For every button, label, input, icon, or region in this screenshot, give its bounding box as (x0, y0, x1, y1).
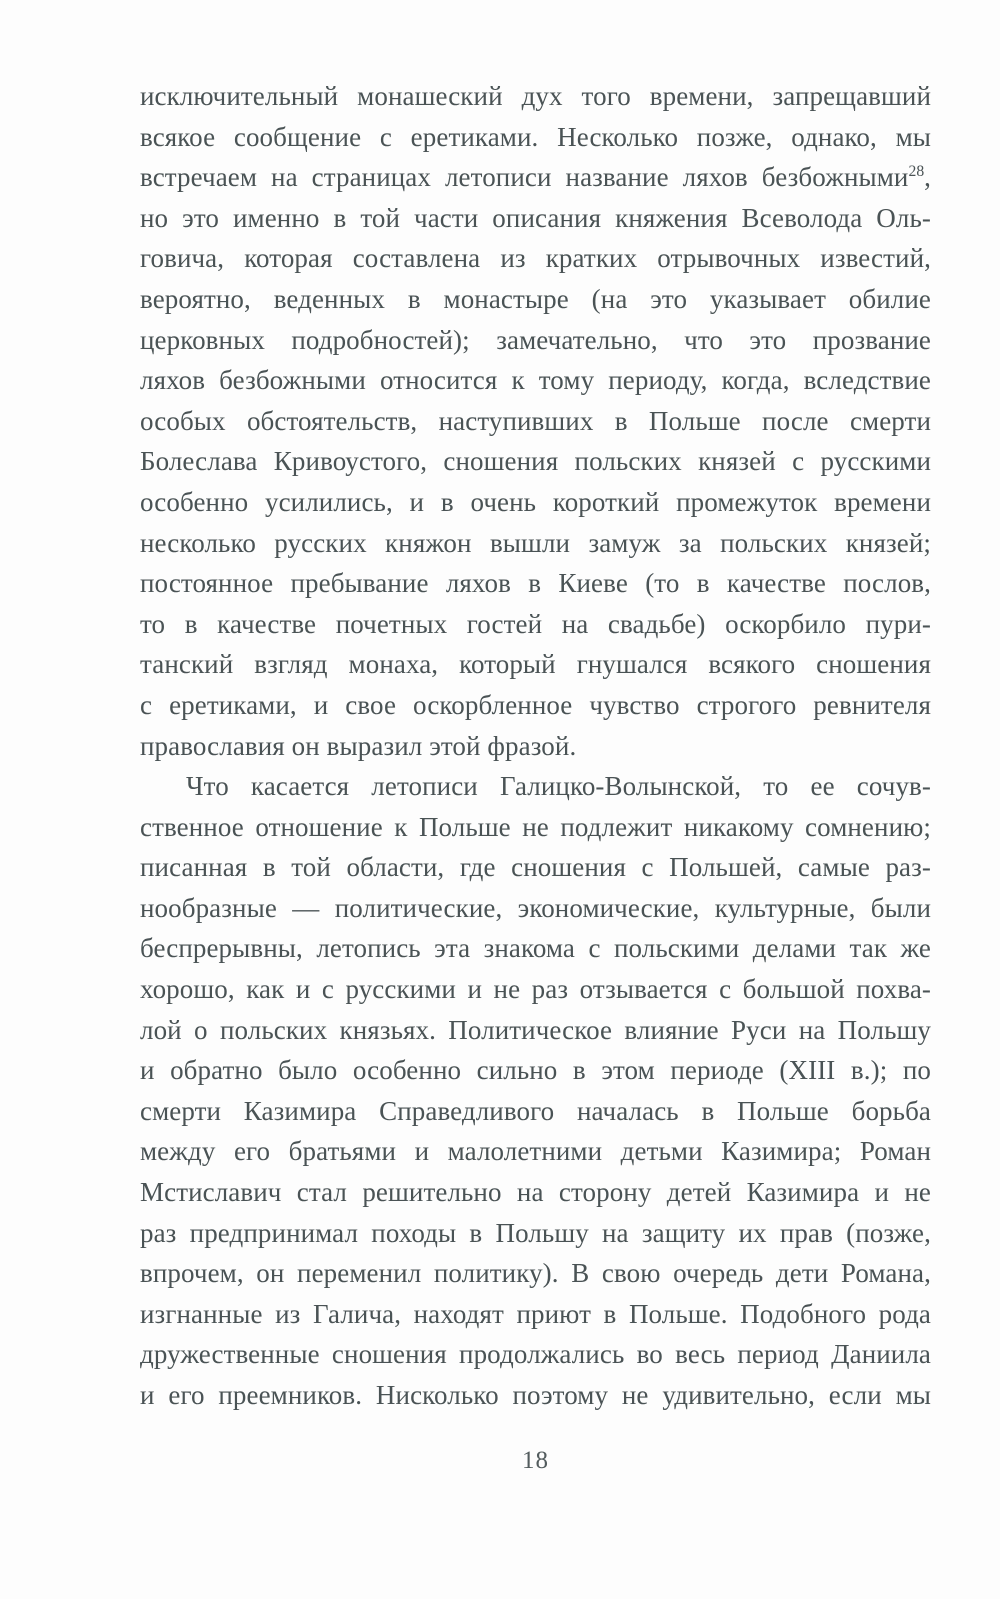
text-line: беспрерывны, летопись эта знакома с польскими делами так же (140, 933, 931, 964)
text-line: особенно усилились, и в очень короткий промежуток времени (140, 486, 931, 517)
text-line: вероятно, веденных в монастыре (на это указывает обилие (140, 283, 931, 314)
text-line: постоянное пребывание ляхов в Киеве (то в качестве послов, (140, 568, 931, 599)
text-line: говича, которая составлена из кратких отрывочных известий, (140, 243, 931, 274)
text-line: смерти Казимира Справедливого началась в Польше борьба (140, 1095, 931, 1126)
text-line: ственное отношение к Польше не подлежит никакому сомнению; (140, 811, 931, 842)
text-line: впрочем, он переменил политику). В свою очередь дети Романа, (140, 1258, 931, 1289)
text-line: несколько русских княжон вышли замуж за польских князей; (140, 527, 931, 558)
text-line: особых обстоятельств, наступивших в Польше после смерти (140, 405, 931, 436)
text-line (140, 157, 931, 198)
text-line: то в качестве почетных гостей на свадьбе) оскорбило пури- (140, 608, 931, 639)
text-line-paragraph-start: Что касается летописи Галицко-Волынской, то ее сочув- (186, 771, 931, 802)
text-line: писанная в той области, где сношения с Польшей, самые раз- (140, 852, 931, 883)
text-line: Болеслава Кривоустого, сношения польских князей с русскими (140, 446, 931, 477)
text-line: нообразные — политические, экономические, культурные, были (140, 892, 931, 923)
text-line: исключительный монашеский дух того времени, запрещавший (140, 81, 931, 111)
text-line: изгнанные из Галича, находят приют в Польше. Подобного рода (140, 1298, 931, 1329)
page-number: 18 (522, 1447, 549, 1474)
text-line: но это именно в той части описания княжения Всеволода Оль- (140, 202, 931, 233)
text-line: раз предпринимал походы в Польшу на защиту их прав (позже, (140, 1217, 931, 1248)
text-line: дружественные сношения продолжались во весь период Даниила (140, 1339, 931, 1370)
text-line: и обратно было особенно сильно в этом периоде (XIII в.); по (140, 1055, 931, 1086)
text-segment: встречаем на страницах летописи название ляхов безбожными (140, 162, 909, 193)
text-line: и его преемников. Нисколько поэтому не удивительно, если мы (140, 1380, 931, 1410)
text-line: хорошо, как и с русскими и не раз отзывается с большой похва- (140, 974, 931, 1005)
text-segment: , (924, 162, 931, 193)
footnote-ref-28: 28 (908, 163, 925, 181)
page-text (140, 76, 931, 1416)
text-line-paragraph-end: православия он выразил этой фразой. (140, 730, 577, 761)
text-line: с еретиками, и свое оскорбленное чувство строгого ревнителя (140, 689, 931, 720)
text-line: танский взгляд монаха, который гнушался всякого сношения (140, 649, 931, 680)
text-line: ляхов безбожными относится к тому периоду, когда, вследствие (140, 365, 931, 396)
text-line: всякое сообщение с еретиками. Несколько позже, однако, мы (140, 121, 931, 152)
text-line: между его братьями и малолетними детьми Казимира; Роман (140, 1136, 931, 1167)
text-line: церковных подробностей); замечательно, что это прозвание (140, 324, 931, 355)
text-line: лой о польских князьях. Политическое влияние Руси на Польшу (140, 1014, 931, 1045)
text-line: Мстиславич стал решительно на сторону детей Казимира и не (140, 1177, 931, 1208)
